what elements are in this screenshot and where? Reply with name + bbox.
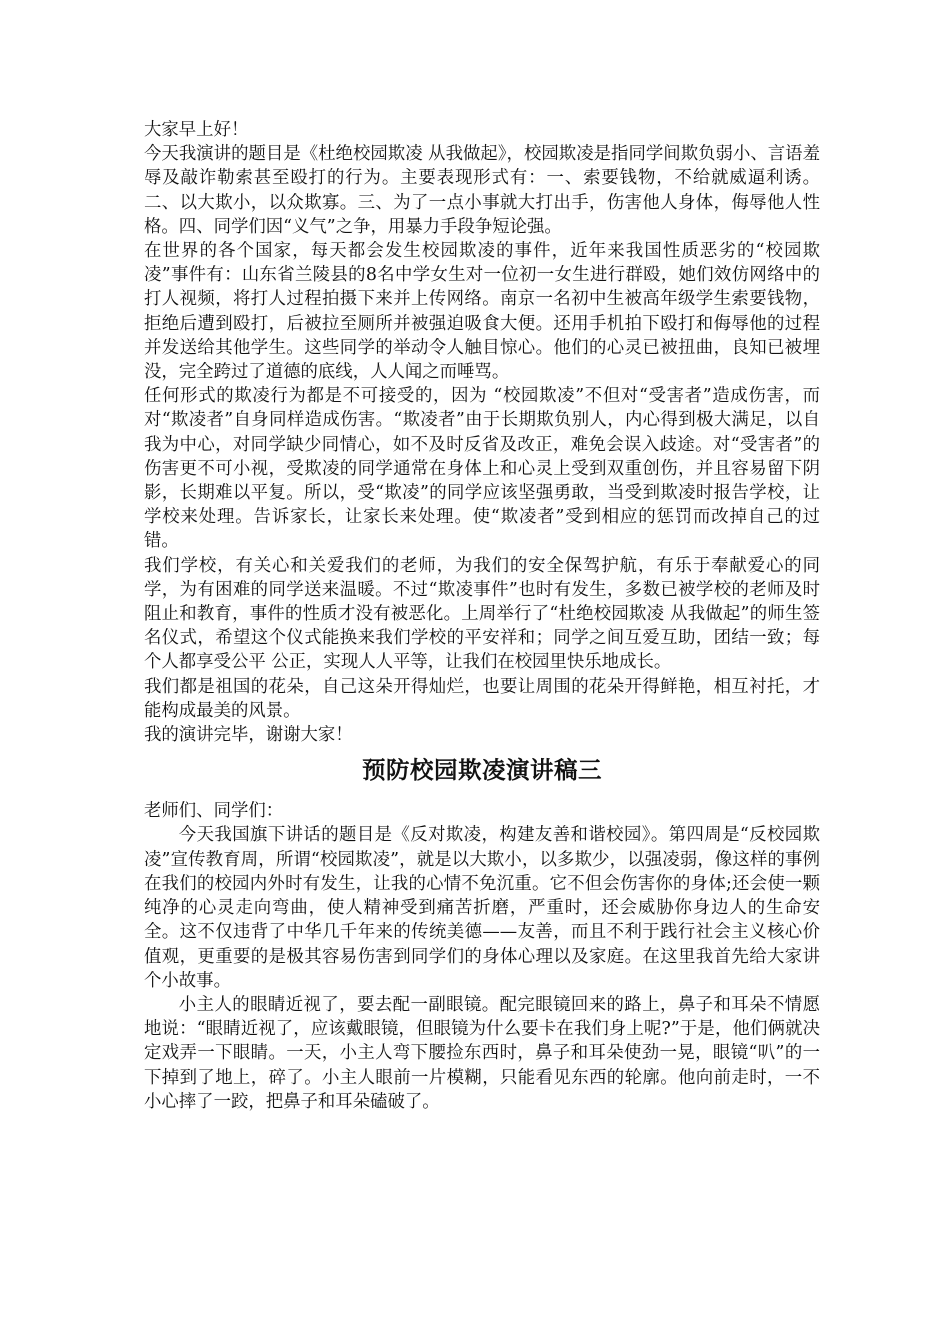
document-page xyxy=(144,118,820,1114)
body-paragraph: 任何形式的欺凌行为都是不可接受的，因为 “校园欺凌”不但对“受害者”造成伤害，而对“欺凌者”自身同样造成伤害。“欺凌者”由于长期欺负别人，内心得到极大满足，以自我为中心，对同学缺少同情心，如不及时反省及改正，难免会误入歧途。对“受害者”的伤害更不可小视，受欺凌的同学通常在身体上和心灵上受到双重创伤，并且容易留下阴影，长期难以平复。所以，受“欺凌”的同学应该坚强勇敢，当受到欺凌时报告学校，让学校来处理。告诉家长，让家长来处理。使“欺凌者”受到相应的惩罚而改掉自己的过错。 xyxy=(144,386,820,552)
greeting-paragraph: 大家早上好！ xyxy=(144,120,249,140)
body-paragraph: 我们都是祖国的花朵，自己这朵开得灿烂，也要让周围的花朵开得鲜艳，相互衬托，才能构成最美的风景。 xyxy=(144,676,820,721)
body-paragraph: 今天我国旗下讲话的题目是《反对欺凌，构建友善和谐校园》。第四周是“反校园欺凌”宣传教育周，所谓“校园欺凌”，就是以大欺小，以多欺少，以强凌弱，像这样的事例在我们的校园内外时有发生，让我的心情不免沉重。它不但会伤害你的身体;还会使一颗纯净的心灵走向弯曲，使人精神受到痛苦折磨，严重时，还会威胁你身边人的生命安全。这不仅违背了中华几千年来的传统美德——友善，而且不利于践行社会主义核心价值观，更重要的是极其容易伤害到同学们的身体心理以及家庭。在这里我首先给大家讲个小故事。 xyxy=(144,825,820,991)
body-paragraph: 在世界的各个国家，每天都会发生校园欺凌的事件，近年来我国性质恶劣的“校园欺凌”事件有：山东省兰陵县的8名中学女生对一位初一女生进行群殴，她们效仿网络中的打人视频，将打人过程拍摄下来并上传网络。南京一名初中生被高年级学生索要钱物，拒绝后遭到殴打，后被拉至厕所并被强迫吸食大便。还用手机拍下殴打和侮辱他的过程并发送给其他学生。这些同学的举动令人触目惊心。他们的心灵已被扭曲，良知已被埋没，完全跨过了道德的底线，人人闻之而唾骂。 xyxy=(144,241,820,383)
body-paragraph: 我们学校，有关心和关爱我们的老师，为我们的安全保驾护航，有乐于奉献爱心的同学，为有困难的同学送来温暖。不过“欺凌事件”也时有发生，多数已被学校的老师及时阻止和教育，事件的性质才没有被恶化。上周举行了“杜绝校园欺凌 从我做起”的师生签名仪式，希望这个仪式能换来我们学校的平安祥和；同学之间互爱互助，团结一致；每个人都享受公平 公正，实现人人平等，让我们在校园里快乐地成长。 xyxy=(144,555,820,673)
body-paragraph: 今天我演讲的题目是《杜绝校园欺凌 从我做起》，校园欺凌是指同学间欺负弱小、言语羞辱及敲诈勒索甚至殴打的行为。主要表现形式有：一、索要钱物，不给就威逼利诱。二、以大欺小，以众欺寡。三、为了一点小事就大打出手，伤害他人身体，侮辱他人性格。四、同学们因“义气”之争，用暴力手段争短论强。 xyxy=(144,144,820,237)
salutation: 老师们、同学们： xyxy=(144,801,284,822)
closing-paragraph: 我的演讲完毕，谢谢大家！ xyxy=(144,725,353,746)
section-title: 预防校园欺凌演讲稿三 xyxy=(362,756,602,785)
body-paragraph: 小主人的眼睛近视了，要去配一副眼镜。配完眼镜回来的路上，鼻子和耳朵不情愿地说：“眼睛近视了，应该戴眼镜，但眼镜为什么要卡在我们身上呢?”于是，他们俩就决定戏弄一下眼睛。一天，小主人弯下腰捡东西时，鼻子和耳朵使劲一晃，眼镜“叭”的一下掉到了地上，碎了。小主人眼前一片模糊，只能看见东西的轮廓。他向前走时，一不小心摔了一跤，把鼻子和耳朵磕破了。 xyxy=(144,994,820,1112)
